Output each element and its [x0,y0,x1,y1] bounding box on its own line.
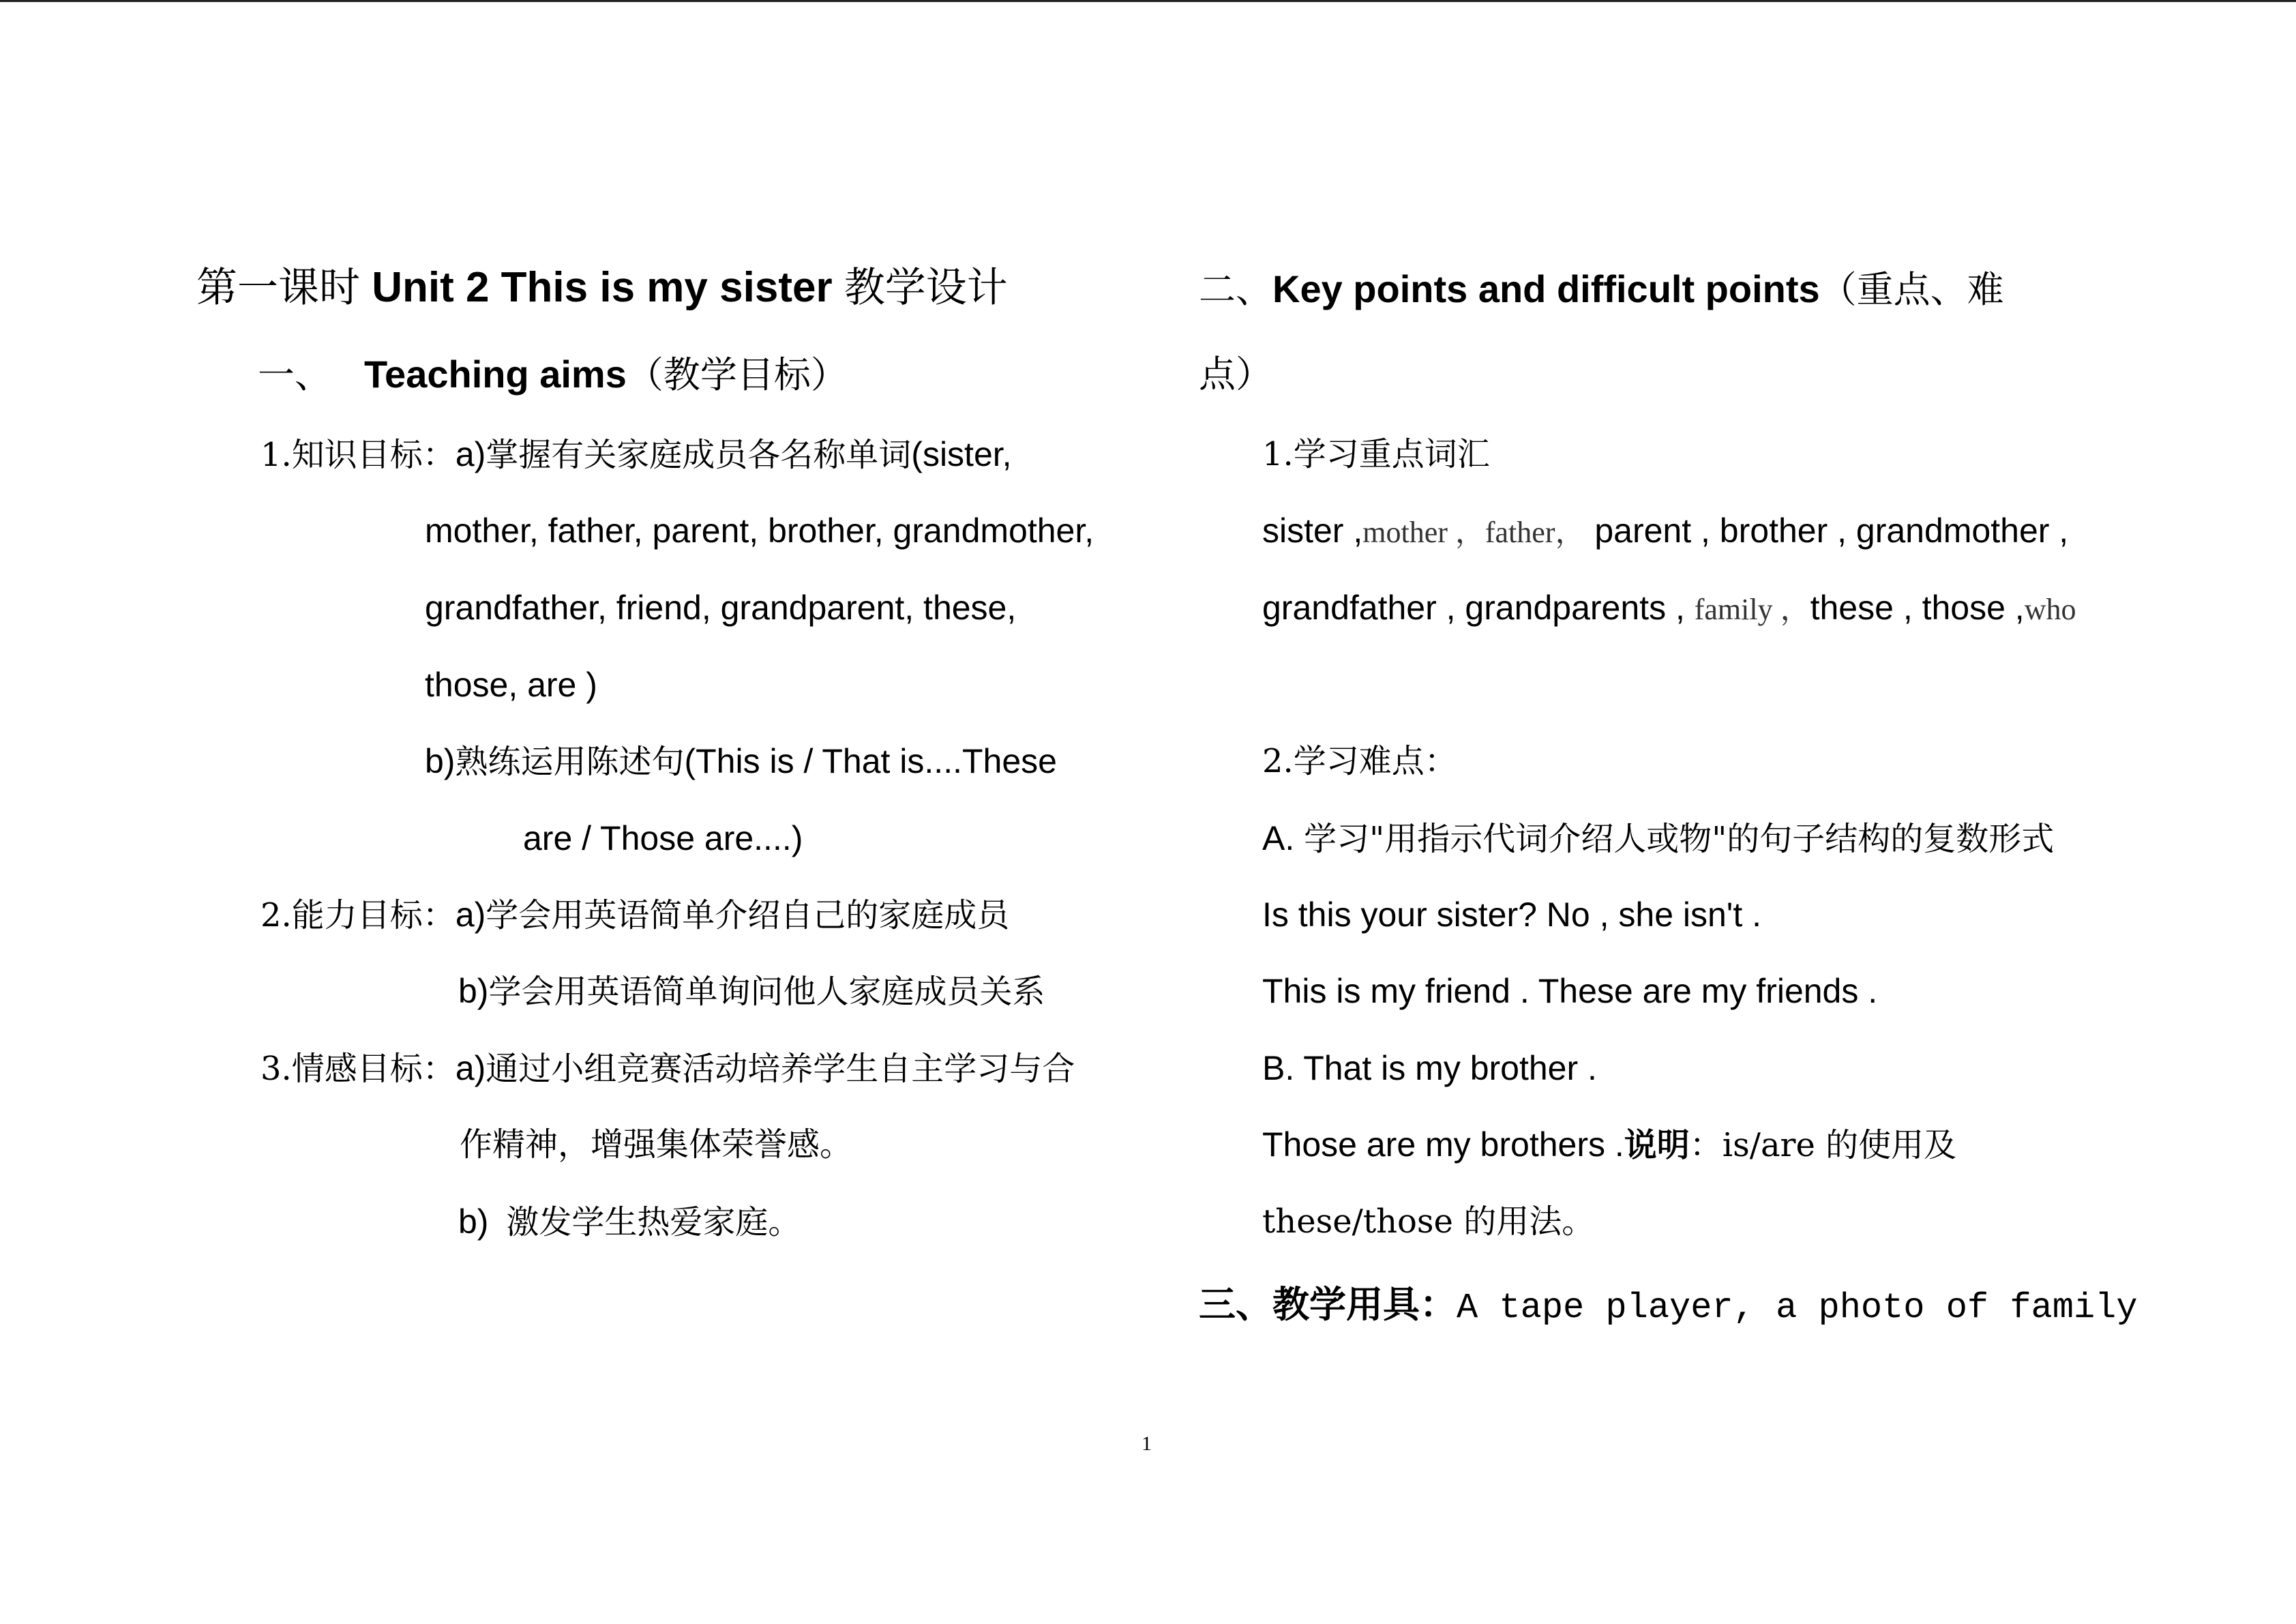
document-title [196,263,1008,312]
key-points-heading [1199,266,2004,313]
emotion-line-3 [458,1201,801,1243]
knowledge-b-lead: b) [425,742,456,780]
ability-a-cn: 学会用英语简单介绍自己的家庭成员 [486,896,1010,934]
title-cn-prefix: 第一课时 [196,264,360,312]
knowledge-label: 1.知识目标： [260,436,456,474]
emotion-line-1 [260,1048,1075,1089]
knowledge-a-cn: 掌握有关家庭成员各名称单词 [486,436,912,474]
example-sentence-4 [1262,1124,1956,1166]
vocab-word-group: grandfather , grandparents , [1262,589,1695,627]
tools-text: A tape player, a photo of family [1457,1288,2138,1328]
emotion-label: 3.情感目标： [260,1050,456,1088]
vocab-line-2 [1262,587,2076,630]
aims-heading-en: Teaching aims [364,353,627,396]
knowledge-a-words-2: mother, father, parent, brother, grandmother, [425,512,1094,550]
knowledge-a-words-1: (sister, [911,435,1012,473]
ability-label: 2.能力目标： [260,896,456,934]
title-cn-suffix: 教学设计 [844,264,1008,312]
knowledge-b-en-1: (This is / That is....These [684,742,1057,780]
knowledge-a-lead: a) [455,435,486,473]
ability-b-cn: 学会用英语简单询问他人家庭成员关系 [488,973,1045,1011]
ability-b-lead: b) [458,972,489,1010]
example-4-note-label: 说明 [1624,1126,1690,1164]
key-points-heading-cn-1: （重点、难 [1819,268,2004,311]
key-points-heading-num: 二、 [1199,268,1272,311]
key-points-heading-cn-2: 点） [1199,353,1272,396]
ability-a-lead: a) [455,896,486,934]
example-4-en: Those are my brothers . [1262,1125,1624,1164]
tools-line [1199,1281,2138,1331]
knowledge-a-words-4: those, are ) [425,666,597,704]
knowledge-a-words-3: grandfather, friend, grandparent, these, [425,589,1017,627]
aims-heading-num: 一、 [258,353,331,396]
page-number: 1 [1142,1432,1152,1455]
difficulty-a [1262,818,2054,859]
vocab-word-group: sister , [1262,512,1363,550]
emotion-a-lead: a) [455,1049,486,1087]
ability-line-2 [458,971,1045,1012]
aims-heading [258,351,848,398]
vocab-word-group: parent , brother , grandmother , [1585,512,2069,550]
emotion-b-lead: b) [458,1202,498,1241]
example-sentence-5: these/those 的用法。 [1262,1202,1595,1241]
emotion-b-cn: 激发学生热爱家庭。 [506,1203,801,1241]
knowledge-b-line-1 [425,741,1057,782]
vocab-word-group: these , those , [1810,589,2025,627]
difficulty-a-label: A. [1262,819,1304,857]
title-space-2 [833,264,844,311]
example-sentence-3: B. That is my brother . [1262,1049,1597,1087]
difficulty-a-cn: 学习"用指示代词介绍人或物"的句子结构的复数形式 [1304,820,2055,858]
knowledge-line-1 [260,434,1012,475]
difficulty-label: 2.学习难点： [1262,742,1457,780]
aims-heading-cn: （教学目标） [626,353,848,396]
ability-line-1 [260,894,1009,936]
tools-heading: 三、教学用具： [1199,1282,1457,1326]
vocab-line-1 [1262,510,2068,553]
title-space [360,264,372,311]
top-border [0,0,2296,2]
emotion-a-cn-2: 作精神，增强集体荣誉感。 [460,1125,853,1164]
vocab-word-group: family ， [1694,593,1810,626]
knowledge-b-en-2: are / Those are....) [523,819,803,857]
example-4-note: ：is/are 的使用及 [1689,1126,1957,1164]
vocab-label: 1.学习重点词汇 [1262,435,1490,473]
vocab-word-group: mother ，father， [1362,516,1585,549]
vocab-word-group: who [2024,593,2076,626]
example-sentence-1: Is this your sister? No , she isn't . [1262,896,1762,934]
title-en: Unit 2 This is my sister [372,264,833,311]
emotion-a-cn-1: 通过小组竞赛活动培养学生自主学习与合 [486,1050,1075,1088]
knowledge-b-cn: 熟练运用陈述句 [455,743,685,781]
example-sentence-2: This is my friend . These are my friends . [1262,972,1878,1010]
key-points-heading-en: Key points and difficult points [1272,267,1820,310]
